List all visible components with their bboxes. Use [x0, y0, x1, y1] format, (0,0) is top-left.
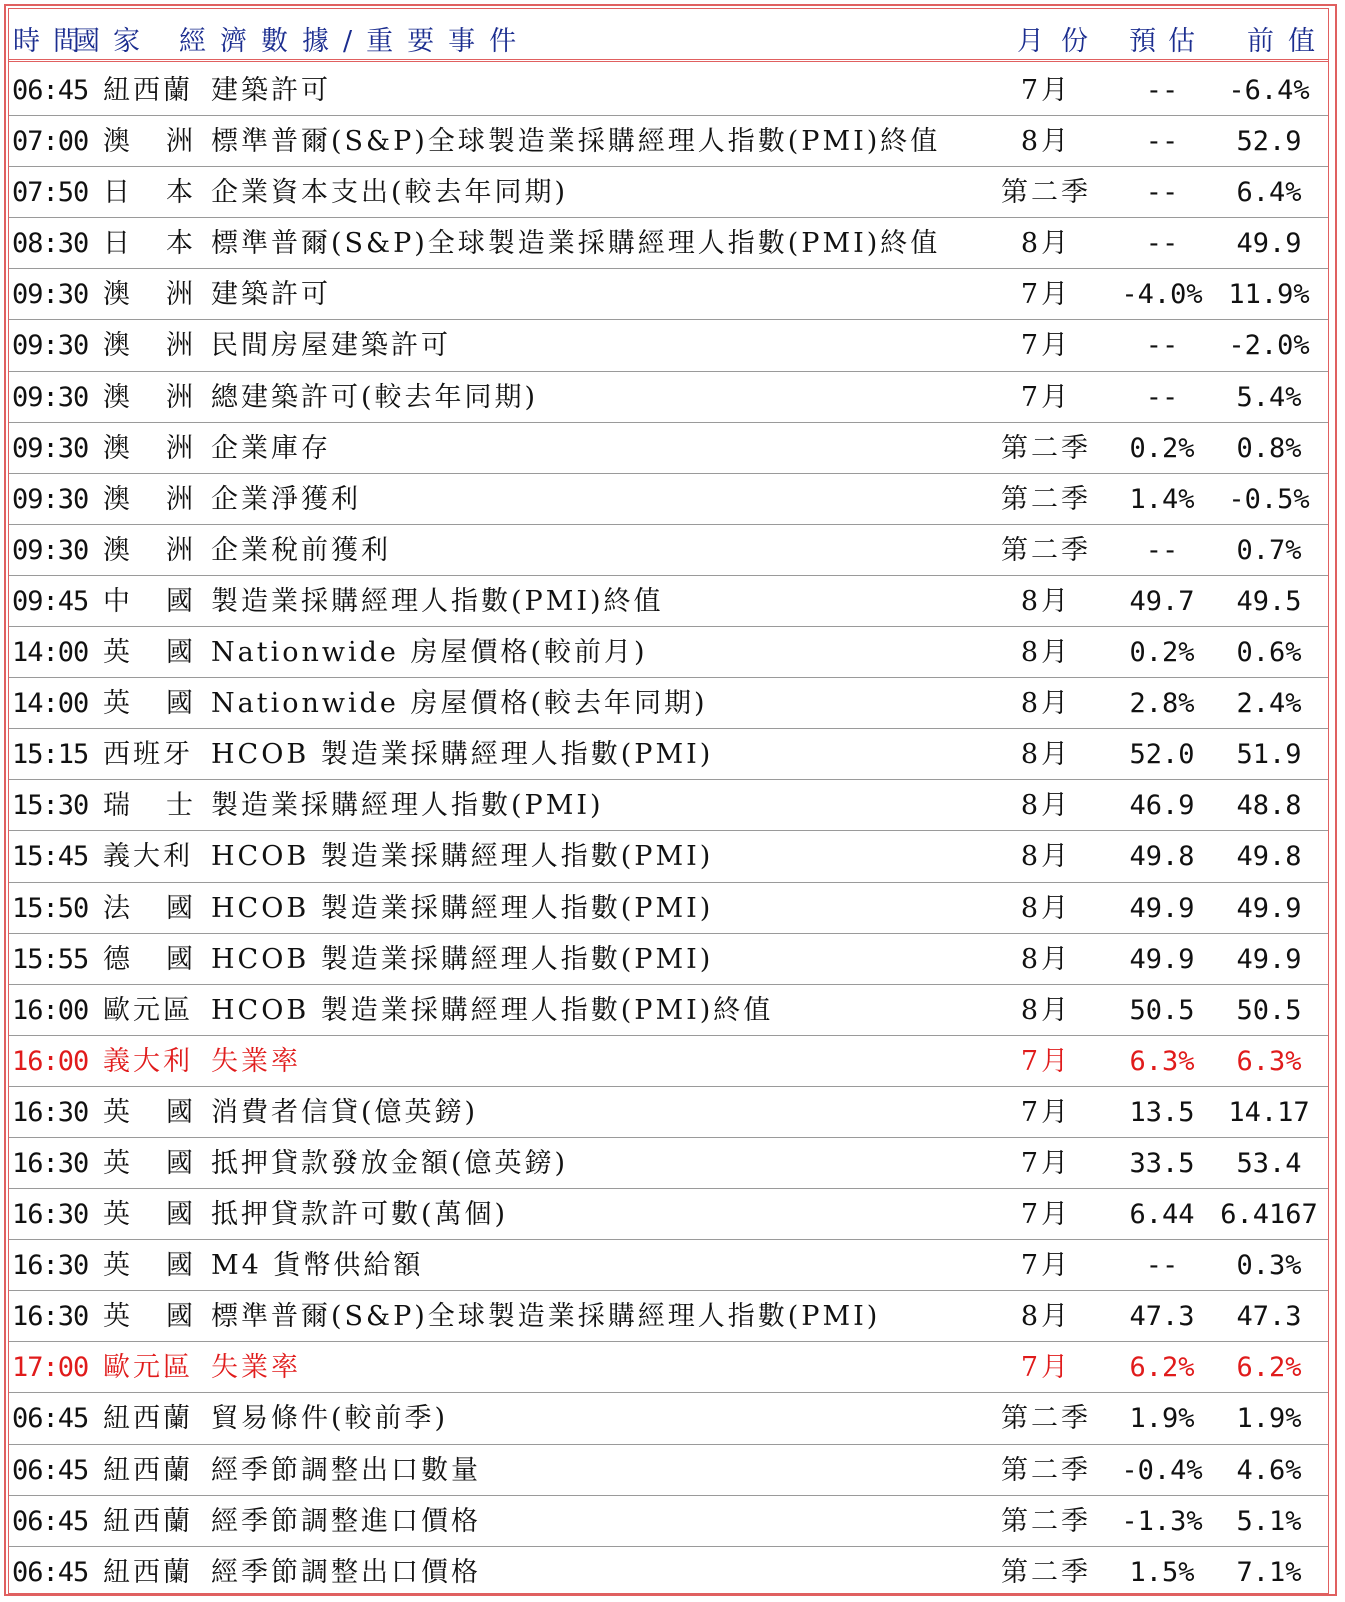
row-previous: 6.2% — [1236, 1352, 1302, 1384]
row-previous: 4.6% — [1236, 1454, 1302, 1486]
row-previous: 5.4% — [1236, 381, 1302, 413]
row-country: 澳洲 — [103, 126, 229, 158]
table-row — [9, 1036, 1328, 1087]
row-forecast: 0.2% — [1129, 637, 1195, 669]
table-row — [9, 1496, 1328, 1547]
header-previous: 前值 — [1247, 26, 1329, 57]
row-forecast: 1.4% — [1129, 483, 1195, 515]
row-forecast: 49.8 — [1129, 841, 1195, 873]
economic-calendar-table — [8, 8, 1329, 1594]
row-month: 第二季 — [1001, 483, 1091, 515]
row-country: 西班牙 — [103, 739, 193, 771]
row-forecast: -0.4% — [1121, 1454, 1203, 1486]
row-month: 第二季 — [1001, 177, 1091, 209]
row-country: 法國 — [103, 892, 229, 924]
row-previous: 49.9 — [1236, 228, 1302, 260]
table-row — [9, 474, 1328, 525]
row-event: 製造業採購經理人指數(PMI) — [211, 790, 604, 822]
table-row — [9, 1291, 1328, 1342]
row-forecast: 33.5 — [1129, 1147, 1195, 1179]
row-event: 經季節調整出口數量 — [211, 1454, 481, 1486]
row-month: 8月 — [1020, 841, 1072, 873]
row-previous: -6.4% — [1228, 75, 1310, 106]
row-month: 8月 — [1020, 688, 1072, 720]
row-previous: 47.3 — [1236, 1301, 1302, 1333]
row-time: 16:30 — [12, 1096, 89, 1128]
row-forecast: 1.9% — [1129, 1403, 1195, 1435]
row-time: 07:50 — [12, 177, 89, 209]
row-forecast: 13.5 — [1129, 1096, 1195, 1128]
table-row — [9, 934, 1328, 985]
row-previous: 49.9 — [1236, 892, 1302, 924]
row-previous: 51.9 — [1236, 739, 1302, 771]
row-time: 09:30 — [12, 432, 89, 464]
row-time: 14:00 — [12, 637, 89, 669]
row-time: 06:45 — [12, 1454, 89, 1486]
row-event: 抵押貸款許可數(萬個) — [211, 1199, 509, 1231]
row-event: 建築許可 — [211, 279, 331, 311]
header-forecast: 預估 — [1129, 26, 1207, 57]
row-country: 日本 — [103, 228, 229, 260]
table-row — [9, 1393, 1328, 1444]
row-country: 澳洲 — [103, 432, 229, 464]
table-row — [9, 218, 1328, 269]
table-header — [9, 9, 1328, 62]
row-month: 8月 — [1020, 126, 1072, 158]
row-event: HCOB 製造業採購經理人指數(PMI) — [211, 739, 714, 771]
row-event: Nationwide 房屋價格(較前月) — [211, 637, 648, 669]
table-row — [9, 678, 1328, 729]
row-time: 16:30 — [12, 1199, 89, 1231]
table-row — [9, 525, 1328, 576]
row-event: HCOB 製造業採購經理人指數(PMI) — [211, 943, 714, 975]
row-month: 第二季 — [1001, 1556, 1091, 1588]
table-row — [9, 320, 1328, 371]
row-country: 瑞士 — [103, 790, 229, 822]
row-time: 09:30 — [12, 534, 89, 566]
row-event: 建築許可 — [211, 75, 331, 106]
row-previous: 6.4167 — [1220, 1199, 1318, 1231]
row-time: 06:45 — [12, 1403, 89, 1435]
row-time: 17:00 — [12, 1352, 89, 1384]
row-event: 經季節調整出口價格 — [211, 1556, 481, 1588]
row-time: 16:00 — [12, 1045, 89, 1077]
table-row — [9, 1342, 1328, 1393]
table-row — [9, 269, 1328, 320]
row-month: 8月 — [1020, 739, 1072, 771]
row-country: 英國 — [103, 1250, 229, 1282]
table-row — [9, 883, 1328, 934]
row-month: 7月 — [1020, 279, 1072, 311]
row-month: 8月 — [1020, 943, 1072, 975]
row-forecast: 49.7 — [1129, 585, 1195, 617]
row-month: 8月 — [1020, 790, 1072, 822]
row-time: 16:30 — [12, 1301, 89, 1333]
row-country: 澳洲 — [103, 381, 229, 413]
table-row — [9, 831, 1328, 882]
row-previous: 7.1% — [1236, 1556, 1302, 1588]
row-previous: 14.17 — [1228, 1096, 1310, 1128]
table-row — [9, 627, 1328, 678]
row-previous: -2.0% — [1228, 330, 1310, 362]
row-month: 第二季 — [1001, 1505, 1091, 1537]
row-time: 16:30 — [12, 1147, 89, 1179]
row-month: 8月 — [1020, 585, 1072, 617]
row-forecast: 46.9 — [1129, 790, 1195, 822]
row-month: 8月 — [1020, 1301, 1072, 1333]
row-country: 紐西蘭 — [103, 1403, 193, 1435]
row-event: 企業庫存 — [211, 432, 331, 464]
row-forecast: 52.0 — [1129, 739, 1195, 771]
row-forecast: -- — [1145, 330, 1179, 362]
row-previous: 50.5 — [1236, 994, 1302, 1026]
row-month: 7月 — [1020, 75, 1072, 106]
row-forecast: -- — [1145, 228, 1179, 260]
row-month: 8月 — [1020, 637, 1072, 669]
row-event: 企業資本支出(較去年同期) — [211, 177, 569, 209]
row-month: 7月 — [1020, 1199, 1072, 1231]
row-event: 製造業採購經理人指數(PMI)終值 — [211, 585, 664, 617]
row-country: 英國 — [103, 1301, 229, 1333]
row-country: 德國 — [103, 943, 229, 975]
row-month: 第二季 — [1001, 432, 1091, 464]
row-previous: 2.4% — [1236, 688, 1302, 720]
row-country: 紐西蘭 — [103, 75, 193, 106]
row-previous: 0.8% — [1236, 432, 1302, 464]
row-previous: 52.9 — [1236, 126, 1302, 158]
row-event: 貿易條件(較前季) — [211, 1403, 449, 1435]
row-country: 紐西蘭 — [103, 1505, 193, 1537]
row-forecast: -- — [1145, 177, 1179, 209]
row-time: 06:45 — [12, 75, 89, 106]
row-previous: 49.5 — [1236, 585, 1302, 617]
row-country: 澳洲 — [103, 330, 229, 362]
row-month: 7月 — [1020, 1096, 1072, 1128]
table-row — [9, 372, 1328, 423]
row-forecast: 2.8% — [1129, 688, 1195, 720]
row-forecast: -- — [1145, 126, 1179, 158]
row-country: 歐元區 — [103, 1352, 193, 1384]
row-previous: 49.8 — [1236, 841, 1302, 873]
row-time: 15:50 — [12, 892, 89, 924]
table-body — [9, 65, 1328, 1598]
row-forecast: 1.5% — [1129, 1556, 1195, 1588]
row-time: 09:45 — [12, 585, 89, 617]
row-time: 16:30 — [12, 1250, 89, 1282]
row-month: 7月 — [1020, 1250, 1072, 1282]
row-previous: 53.4 — [1236, 1147, 1302, 1179]
row-month: 7月 — [1020, 1045, 1072, 1077]
row-month: 8月 — [1020, 994, 1072, 1026]
header-event: 經濟數據/重要事件 — [179, 26, 531, 57]
row-month: 第二季 — [1001, 1403, 1091, 1435]
row-month: 7月 — [1020, 330, 1072, 362]
table-row — [9, 1547, 1328, 1598]
row-event: 失業率 — [211, 1045, 301, 1077]
table-row — [9, 780, 1328, 831]
row-event: 標準普爾(S&P)全球製造業採購經理人指數(PMI)終值 — [211, 228, 941, 260]
row-country: 英國 — [103, 637, 229, 669]
row-country: 義大利 — [103, 841, 193, 873]
row-forecast: 6.3% — [1129, 1045, 1195, 1077]
row-month: 8月 — [1020, 228, 1072, 260]
header-country: 國家 — [73, 26, 153, 57]
row-month: 7月 — [1020, 381, 1072, 413]
header-month: 月份 — [1017, 26, 1105, 57]
table-row — [9, 1189, 1328, 1240]
row-event: HCOB 製造業採購經理人指數(PMI) — [211, 892, 714, 924]
row-previous: 1.9% — [1236, 1403, 1302, 1435]
row-country: 義大利 — [103, 1045, 193, 1077]
header-time: 時間 — [13, 26, 93, 57]
row-forecast: 47.3 — [1129, 1301, 1195, 1333]
row-forecast: 0.2% — [1129, 432, 1195, 464]
row-forecast: 49.9 — [1129, 892, 1195, 924]
row-event: 抵押貸款發放金額(億英鎊) — [211, 1147, 569, 1179]
row-country: 英國 — [103, 1199, 229, 1231]
row-previous: 6.3% — [1236, 1045, 1302, 1077]
row-country: 澳洲 — [103, 483, 229, 515]
row-forecast: 6.44 — [1129, 1199, 1195, 1231]
row-month: 7月 — [1020, 1147, 1072, 1179]
row-time: 09:30 — [12, 381, 89, 413]
row-event: 消費者信貸(億英鎊) — [211, 1096, 479, 1128]
row-time: 09:30 — [12, 483, 89, 515]
row-previous: 0.6% — [1236, 637, 1302, 669]
table-row — [9, 1240, 1328, 1291]
table-row — [9, 985, 1328, 1036]
row-event: 民間房屋建築許可 — [211, 330, 451, 362]
row-country: 英國 — [103, 1147, 229, 1179]
row-event: 企業稅前獲利 — [211, 534, 391, 566]
row-forecast: -- — [1145, 534, 1179, 566]
row-country: 紐西蘭 — [103, 1556, 193, 1588]
row-time: 15:15 — [12, 739, 89, 771]
row-month: 7月 — [1020, 1352, 1072, 1384]
table-row — [9, 116, 1328, 167]
row-country: 英國 — [103, 1096, 229, 1128]
row-forecast: -4.0% — [1121, 279, 1203, 311]
row-month: 第二季 — [1001, 534, 1091, 566]
row-event: 標準普爾(S&P)全球製造業採購經理人指數(PMI) — [211, 1301, 881, 1333]
row-time: 15:30 — [12, 790, 89, 822]
row-event: M4 貨幣供給額 — [211, 1250, 424, 1282]
row-country: 中國 — [103, 585, 229, 617]
row-previous: 49.9 — [1236, 943, 1302, 975]
table-row — [9, 1445, 1328, 1496]
row-previous: 6.4% — [1236, 177, 1302, 209]
row-time: 06:45 — [12, 1505, 89, 1537]
row-previous: 11.9% — [1228, 279, 1310, 311]
row-time: 15:55 — [12, 943, 89, 975]
row-event: 標準普爾(S&P)全球製造業採購經理人指數(PMI)終值 — [211, 126, 941, 158]
row-previous: -0.5% — [1228, 483, 1310, 515]
row-forecast: -- — [1145, 75, 1179, 106]
row-time: 06:45 — [12, 1556, 89, 1588]
row-country: 日本 — [103, 177, 229, 209]
table-row — [9, 576, 1328, 627]
table-row — [9, 1138, 1328, 1189]
row-previous: 48.8 — [1236, 790, 1302, 822]
row-forecast: 49.9 — [1129, 943, 1195, 975]
row-month: 8月 — [1020, 892, 1072, 924]
row-event: 經季節調整進口價格 — [211, 1505, 481, 1537]
row-previous: 0.3% — [1236, 1250, 1302, 1282]
table-row — [9, 167, 1328, 218]
row-previous: 0.7% — [1236, 534, 1302, 566]
row-forecast: 50.5 — [1129, 994, 1195, 1026]
table-row — [9, 729, 1328, 780]
row-event: HCOB 製造業採購經理人指數(PMI) — [211, 841, 714, 873]
row-time: 14:00 — [12, 688, 89, 720]
row-time: 08:30 — [12, 228, 89, 260]
row-forecast: -- — [1145, 1250, 1179, 1282]
table-row — [9, 1087, 1328, 1138]
row-time: 07:00 — [12, 126, 89, 158]
row-event: 企業淨獲利 — [211, 483, 361, 515]
row-month: 第二季 — [1001, 1454, 1091, 1486]
row-event: 總建築許可(較去年同期) — [211, 381, 539, 413]
row-event: 失業率 — [211, 1352, 301, 1384]
row-forecast: 6.2% — [1129, 1352, 1195, 1384]
table-row — [9, 65, 1328, 116]
row-country: 英國 — [103, 688, 229, 720]
table-row — [9, 423, 1328, 474]
row-time: 09:30 — [12, 279, 89, 311]
row-forecast: -- — [1145, 381, 1179, 413]
row-previous: 5.1% — [1236, 1505, 1302, 1537]
row-event: Nationwide 房屋價格(較去年同期) — [211, 688, 708, 720]
row-country: 澳洲 — [103, 534, 229, 566]
row-time: 15:45 — [12, 841, 89, 873]
row-time: 16:00 — [12, 994, 89, 1026]
row-country: 紐西蘭 — [103, 1454, 193, 1486]
row-event: HCOB 製造業採購經理人指數(PMI)終值 — [211, 994, 774, 1026]
row-country: 歐元區 — [103, 994, 193, 1026]
row-forecast: -1.3% — [1121, 1505, 1203, 1537]
row-time: 09:30 — [12, 330, 89, 362]
row-country: 澳洲 — [103, 279, 229, 311]
